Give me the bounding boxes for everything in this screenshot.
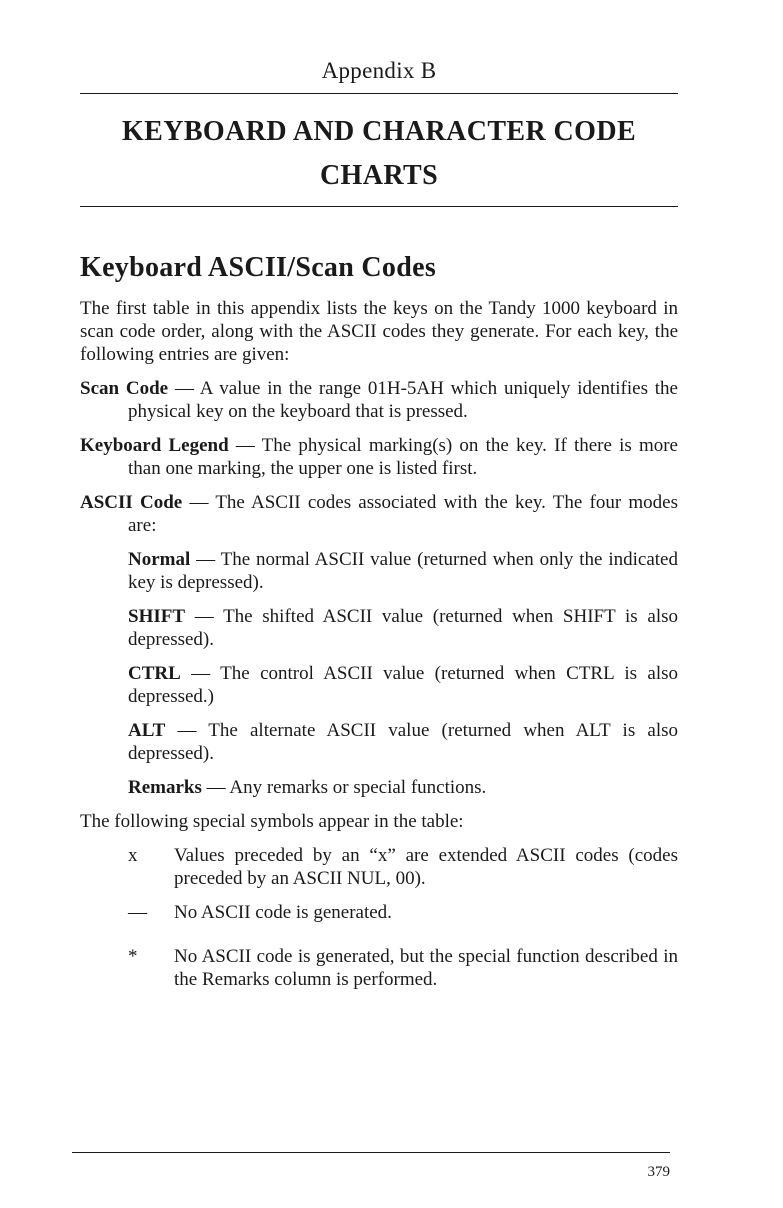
- chapter-title: [80, 110, 678, 198]
- definition-separator: —: [168, 378, 200, 399]
- symbol-text: No ASCII code is generated.: [174, 902, 392, 923]
- mode-shift: [128, 605, 678, 651]
- intro-paragraph: The first table in this appendix lists the keys on the Tandy 1000 keyboard in scan code order, along with the ASCII codes they generate. For each key, the following entries are given:: [80, 298, 678, 365]
- mode-text: The control ASCII value (returned when CTRL is also depressed.): [128, 663, 678, 707]
- mode-term: ALT: [128, 720, 166, 741]
- mode-text: Any remarks or special functions.: [229, 777, 487, 798]
- page-number: 379: [647, 1164, 670, 1180]
- definition-scan-code: [80, 377, 678, 423]
- symbols-intro: The following special symbols appear in the table:: [80, 811, 464, 832]
- chapter-title-line-2: CHARTS: [319, 160, 439, 191]
- definition-separator: —: [182, 492, 216, 513]
- mode-separator: —: [180, 663, 221, 684]
- definition-term: Scan Code: [80, 378, 169, 399]
- appendix-label: Appendix B: [321, 58, 437, 83]
- mode-separator: —: [185, 606, 224, 627]
- definition-text: The ASCII codes associated with the key. The four modes are:: [128, 492, 678, 536]
- mode-term: SHIFT: [128, 606, 186, 627]
- mode-separator: —: [190, 549, 221, 570]
- section-heading: Keyboard ASCII/Scan Codes: [80, 252, 437, 283]
- symbol-row-dash: [128, 901, 678, 924]
- section-body: [80, 297, 678, 1002]
- definition-ascii-code: [80, 491, 678, 537]
- definition-term: Keyboard Legend: [80, 435, 229, 456]
- footer-rule: [72, 1152, 670, 1153]
- mode-ctrl: [128, 662, 678, 708]
- symbol-row-asterisk: [128, 945, 678, 991]
- symbol-mark: x: [128, 845, 138, 866]
- definition-separator: —: [228, 435, 262, 456]
- mode-alt: [128, 719, 678, 765]
- definition-text: The physical marking(s) on the key. If there is more than one marking, the upper one is listed first.: [128, 435, 678, 479]
- definition-keyboard-legend: [80, 434, 678, 480]
- symbol-mark: —: [128, 902, 147, 923]
- definition-text: A value in the range 01H-5AH which uniquely identifies the physical key on the keyboard that is pressed.: [128, 378, 678, 422]
- symbol-text: No ASCII code is generated, but the special function described in the Remarks column is performed.: [174, 946, 678, 990]
- mode-text: The shifted ASCII value (returned when SHIFT is also depressed).: [128, 606, 678, 650]
- header-rule-bottom: [80, 206, 678, 207]
- mode-text: The normal ASCII value (returned when only the indicated key is depressed).: [128, 549, 678, 593]
- mode-term: CTRL: [128, 663, 181, 684]
- mode-separator: —: [201, 777, 230, 798]
- symbol-row-x: [128, 844, 678, 890]
- mode-remarks: [128, 776, 678, 799]
- header-rule-top: [80, 93, 678, 94]
- symbol-text: Values preceded by an “x” are extended ASCII codes (codes preceded by an ASCII NUL, 00).: [174, 845, 678, 889]
- definition-term: ASCII Code: [80, 492, 183, 513]
- mode-term: Normal: [128, 549, 191, 570]
- mode-normal: [128, 548, 678, 594]
- chapter-title-line-1: KEYBOARD AND CHARACTER CODE: [121, 116, 637, 147]
- document-page: [80, 0, 678, 1208]
- mode-text: The alternate ASCII value (returned when ALT is also depressed).: [128, 720, 678, 764]
- mode-term: Remarks: [128, 777, 202, 798]
- symbol-mark: *: [128, 946, 138, 967]
- mode-separator: —: [165, 720, 209, 741]
